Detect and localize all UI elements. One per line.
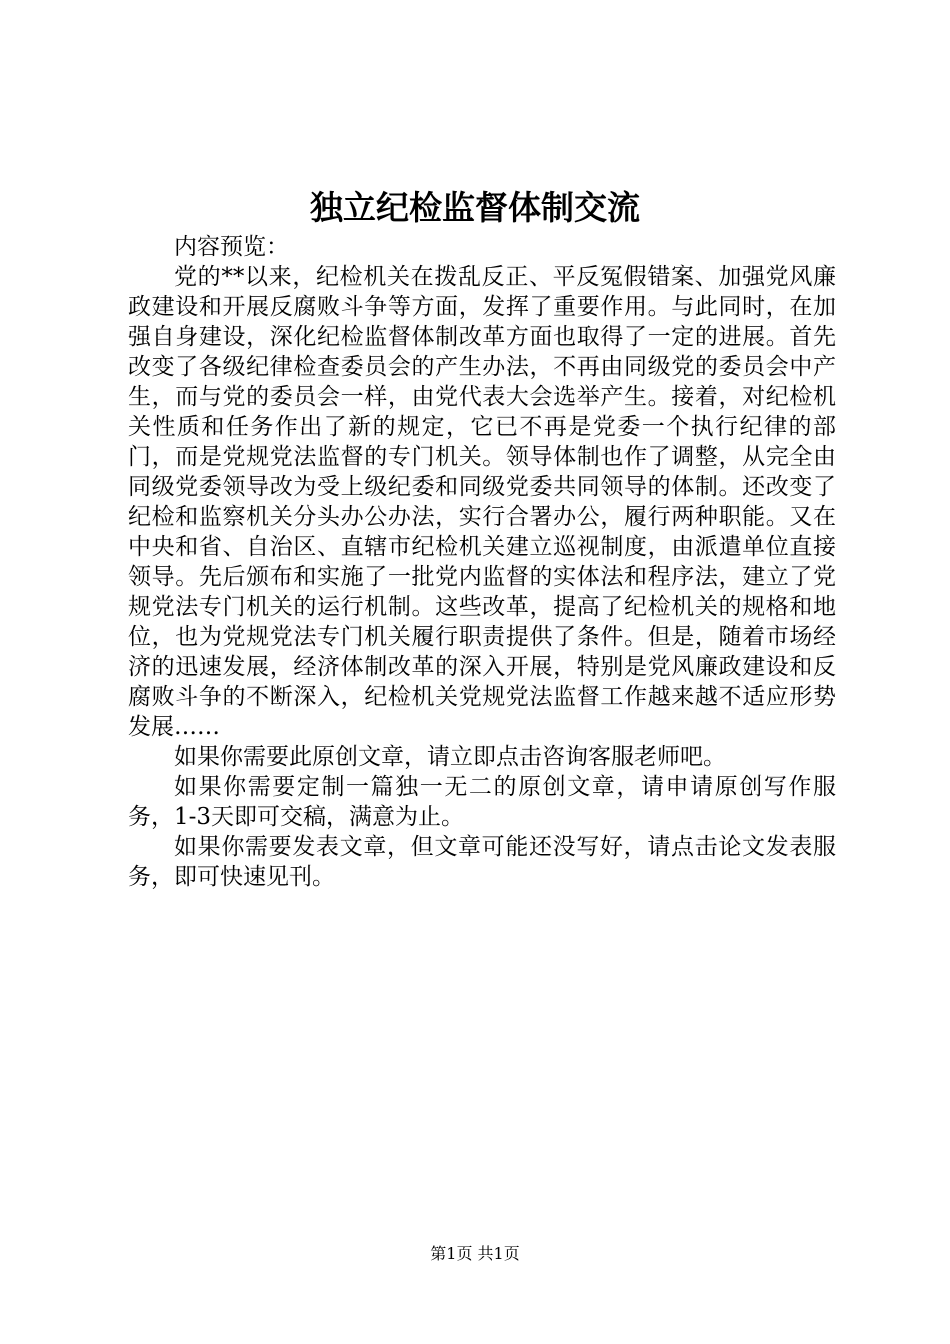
body-paragraph-publishing: 如果你需要发表文章，但文章可能还没写好，请点击论文发表服务，即可快速见刊。 (128, 834, 836, 890)
page-footer: 第1页 共1页 (430, 1244, 520, 1263)
body-paragraph-consult: 如果你需要此原创文章，请立即点击咨询客服老师吧。 (174, 744, 726, 770)
body-paragraph-custom-writing: 如果你需要定制一篇独一无二的原创文章，请申请原创写作服务，1-3天即可交稿，满意为止。 (128, 774, 836, 830)
document-body (128, 232, 836, 892)
document-title: 独立纪检监督体制交流 (310, 188, 640, 227)
body-paragraph-main: 党的**以来，纪检机关在拨乱反正、平反冤假错案、加强党风廉政建设和开展反腐败斗争等方面，发挥了重要作用。与此同时，在加强自身建设，深化纪检监督体制改革方面也取得了一定的进展。首先改变了各级纪律检查委员会的产生办法，不再由同级党的委员会中产生，而与党的委员会一样，由党代表大会选举产生。接着，对纪检机关性质和任务作出了新的规定，它已不再是党委一个执行纪律的部门，而是党规党法监督的专门机关。领导体制也作了调整，从完全由同级党委领导改为受上级纪委和同级党委共同领导的体制。还改变了纪检和监察机关分头办公办法，实行合署办公，履行两种职能。又在中央和省、自治区、直辖市纪检机关建立巡视制度，由派遣单位直接领导。先后颁布和实施了一批党内监督的实体法和程序法，建立了党规党法专门机关的运行机制。这些改革，提高了纪检机关的规格和地位，也为党规党法专门机关履行职责提供了条件。但是，随着市场经济的迅速发展，经济体制改革的深入开展，特别是党风廉政建设和反腐败斗争的不断深入，纪检机关党规党法监督工作越来越不适应形势发展…… (128, 264, 836, 740)
preview-label: 内容预览： (174, 234, 289, 260)
